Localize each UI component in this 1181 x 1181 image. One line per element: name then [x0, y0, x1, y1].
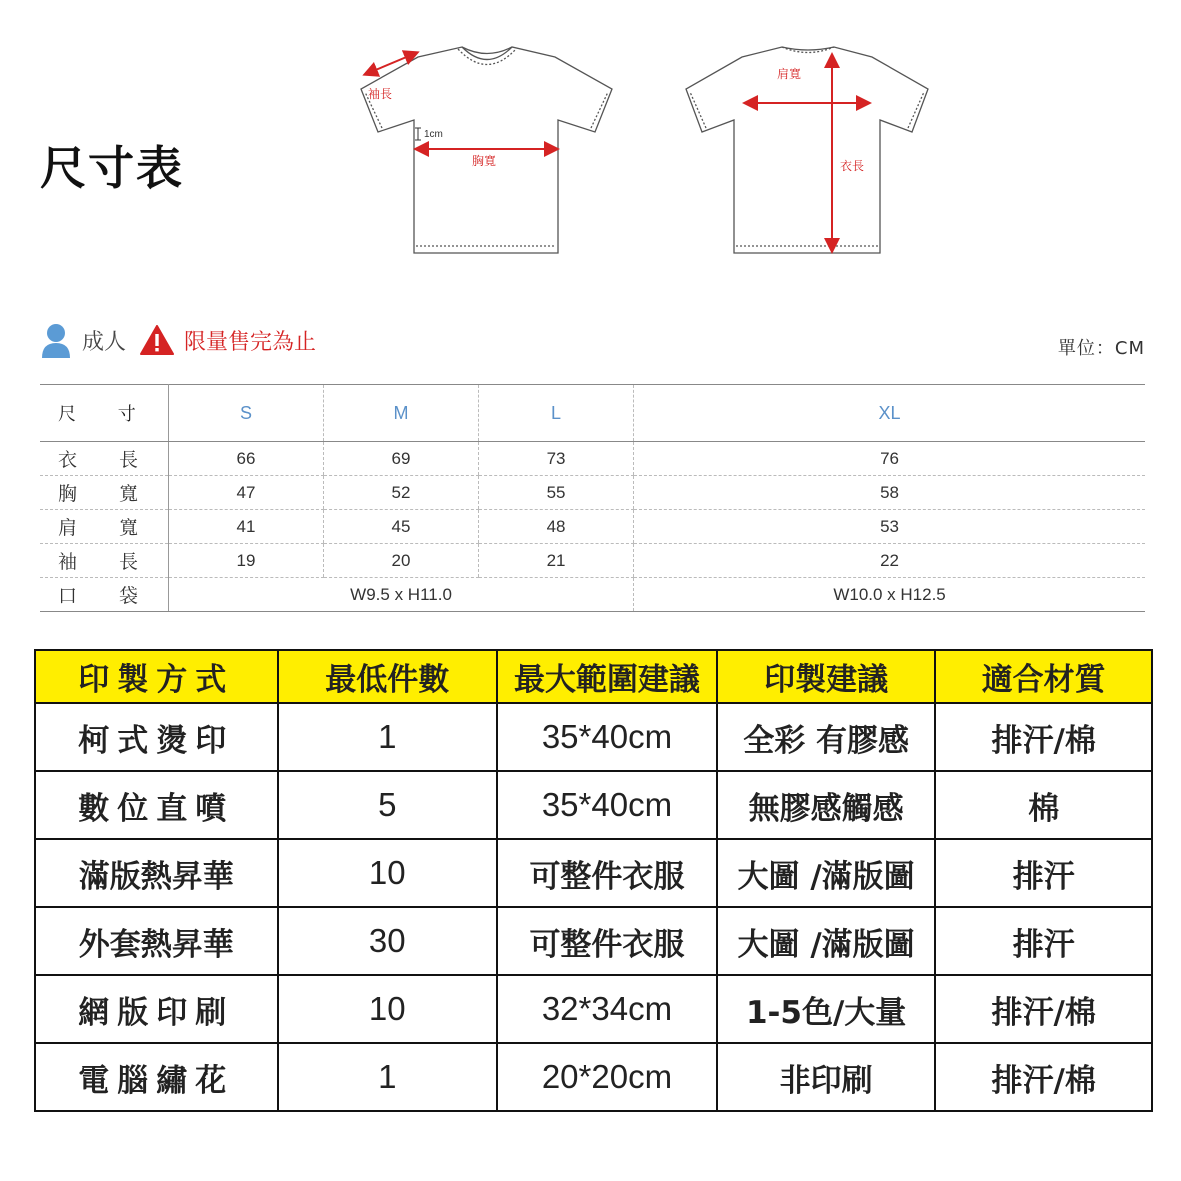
print-method-table: [34, 649, 1153, 1112]
cell: 排汗: [935, 907, 1152, 975]
tshirt-diagrams: [0, 0, 1181, 300]
cell: 10: [278, 975, 498, 1043]
cell: 排汗/棉: [935, 1043, 1152, 1111]
pocket-large: W10.0 x H12.5: [634, 578, 1145, 612]
cell: 1: [278, 703, 498, 771]
header-material: 適合材質: [935, 650, 1152, 703]
table-row: [35, 1043, 1152, 1111]
cell: 53: [634, 510, 1145, 544]
row-label-sleeve: 袖 長: [40, 544, 169, 578]
header-max-area: 最大範圍建議: [497, 650, 717, 703]
size-l: L: [478, 385, 633, 442]
row-label-chest: 胸 寬: [40, 476, 169, 510]
table-row: [35, 703, 1152, 771]
sleeve-label: 袖長: [368, 87, 393, 101]
table-row: [40, 544, 1145, 578]
size-xl: XL: [634, 385, 1145, 442]
one-cm-label: 1cm: [424, 129, 443, 140]
cell: 1-5色/大量: [717, 975, 936, 1043]
table-row: [35, 839, 1152, 907]
cell: 大圖 /滿版圖: [717, 907, 936, 975]
cell: 非印刷: [717, 1043, 936, 1111]
warning-icon: [140, 325, 174, 355]
cell: 58: [634, 476, 1145, 510]
table-row: [40, 578, 1145, 612]
cell: 1: [278, 1043, 498, 1111]
cell: 45: [323, 510, 478, 544]
row-label-shoulder: 肩 寬: [40, 510, 169, 544]
table-row: [40, 510, 1145, 544]
row-label-length: 衣 長: [40, 442, 169, 476]
size-header-row: [40, 385, 1145, 442]
table-row: [35, 907, 1152, 975]
cell: 52: [323, 476, 478, 510]
cell: 20*20cm: [497, 1043, 717, 1111]
cell: 30: [278, 907, 498, 975]
cell: 數位直噴: [35, 771, 278, 839]
cell: 全彩 有膠感: [717, 703, 936, 771]
cell: 66: [169, 442, 324, 476]
cell: 棉: [935, 771, 1152, 839]
cell: 無膠感觸感: [717, 771, 936, 839]
row-label-pocket: 口 袋: [40, 578, 169, 612]
cell: 外套熱昇華: [35, 907, 278, 975]
cell: 69: [323, 442, 478, 476]
shoulder-label: 肩寬: [777, 67, 802, 81]
cell: 55: [478, 476, 633, 510]
cell: 21: [478, 544, 633, 578]
cell: 35*40cm: [497, 703, 717, 771]
cell: 19: [169, 544, 324, 578]
table-row: [40, 476, 1145, 510]
cell: 可整件衣服: [497, 839, 717, 907]
size-table: [40, 384, 1145, 612]
header-min-qty: 最低件數: [278, 650, 498, 703]
cell: 48: [478, 510, 633, 544]
cell: 電腦繡花: [35, 1043, 278, 1111]
chest-label: 胸寬: [472, 154, 497, 168]
cell: 20: [323, 544, 478, 578]
header-suggestion: 印製建議: [717, 650, 936, 703]
cell: 可整件衣服: [497, 907, 717, 975]
cell: 22: [634, 544, 1145, 578]
header-method: 印製方式: [35, 650, 278, 703]
back-shirt: [686, 47, 928, 253]
length-label: 衣長: [840, 159, 865, 173]
cell: 32*34cm: [497, 975, 717, 1043]
user-icon: [40, 322, 72, 358]
cell: 47: [169, 476, 324, 510]
cell: 滿版熱昇華: [35, 839, 278, 907]
meta-row: [40, 322, 1145, 362]
table-row: [35, 771, 1152, 839]
cell: 排汗/棉: [935, 703, 1152, 771]
audience-label: 成人: [82, 329, 127, 355]
cell: 網版印刷: [35, 975, 278, 1043]
table-row: [35, 975, 1152, 1043]
cell: 10: [278, 839, 498, 907]
unit-label: 單位：CM: [1057, 338, 1145, 359]
page-title: 尺寸表: [40, 141, 184, 195]
cell: 柯式燙印: [35, 703, 278, 771]
cell: 76: [634, 442, 1145, 476]
pocket-small: W9.5 x H11.0: [169, 578, 634, 612]
print-header-row: [35, 650, 1152, 703]
cell: 排汗/棉: [935, 975, 1152, 1043]
limited-notice: 限量售完為止: [184, 329, 317, 355]
cell: 41: [169, 510, 324, 544]
table-row: [40, 442, 1145, 476]
size-header-label: 尺 寸: [40, 385, 169, 442]
cell: 排汗: [935, 839, 1152, 907]
cell: 73: [478, 442, 633, 476]
cell: 5: [278, 771, 498, 839]
size-m: M: [323, 385, 478, 442]
cell: 大圖 /滿版圖: [717, 839, 936, 907]
cell: 35*40cm: [497, 771, 717, 839]
size-s: S: [169, 385, 324, 442]
